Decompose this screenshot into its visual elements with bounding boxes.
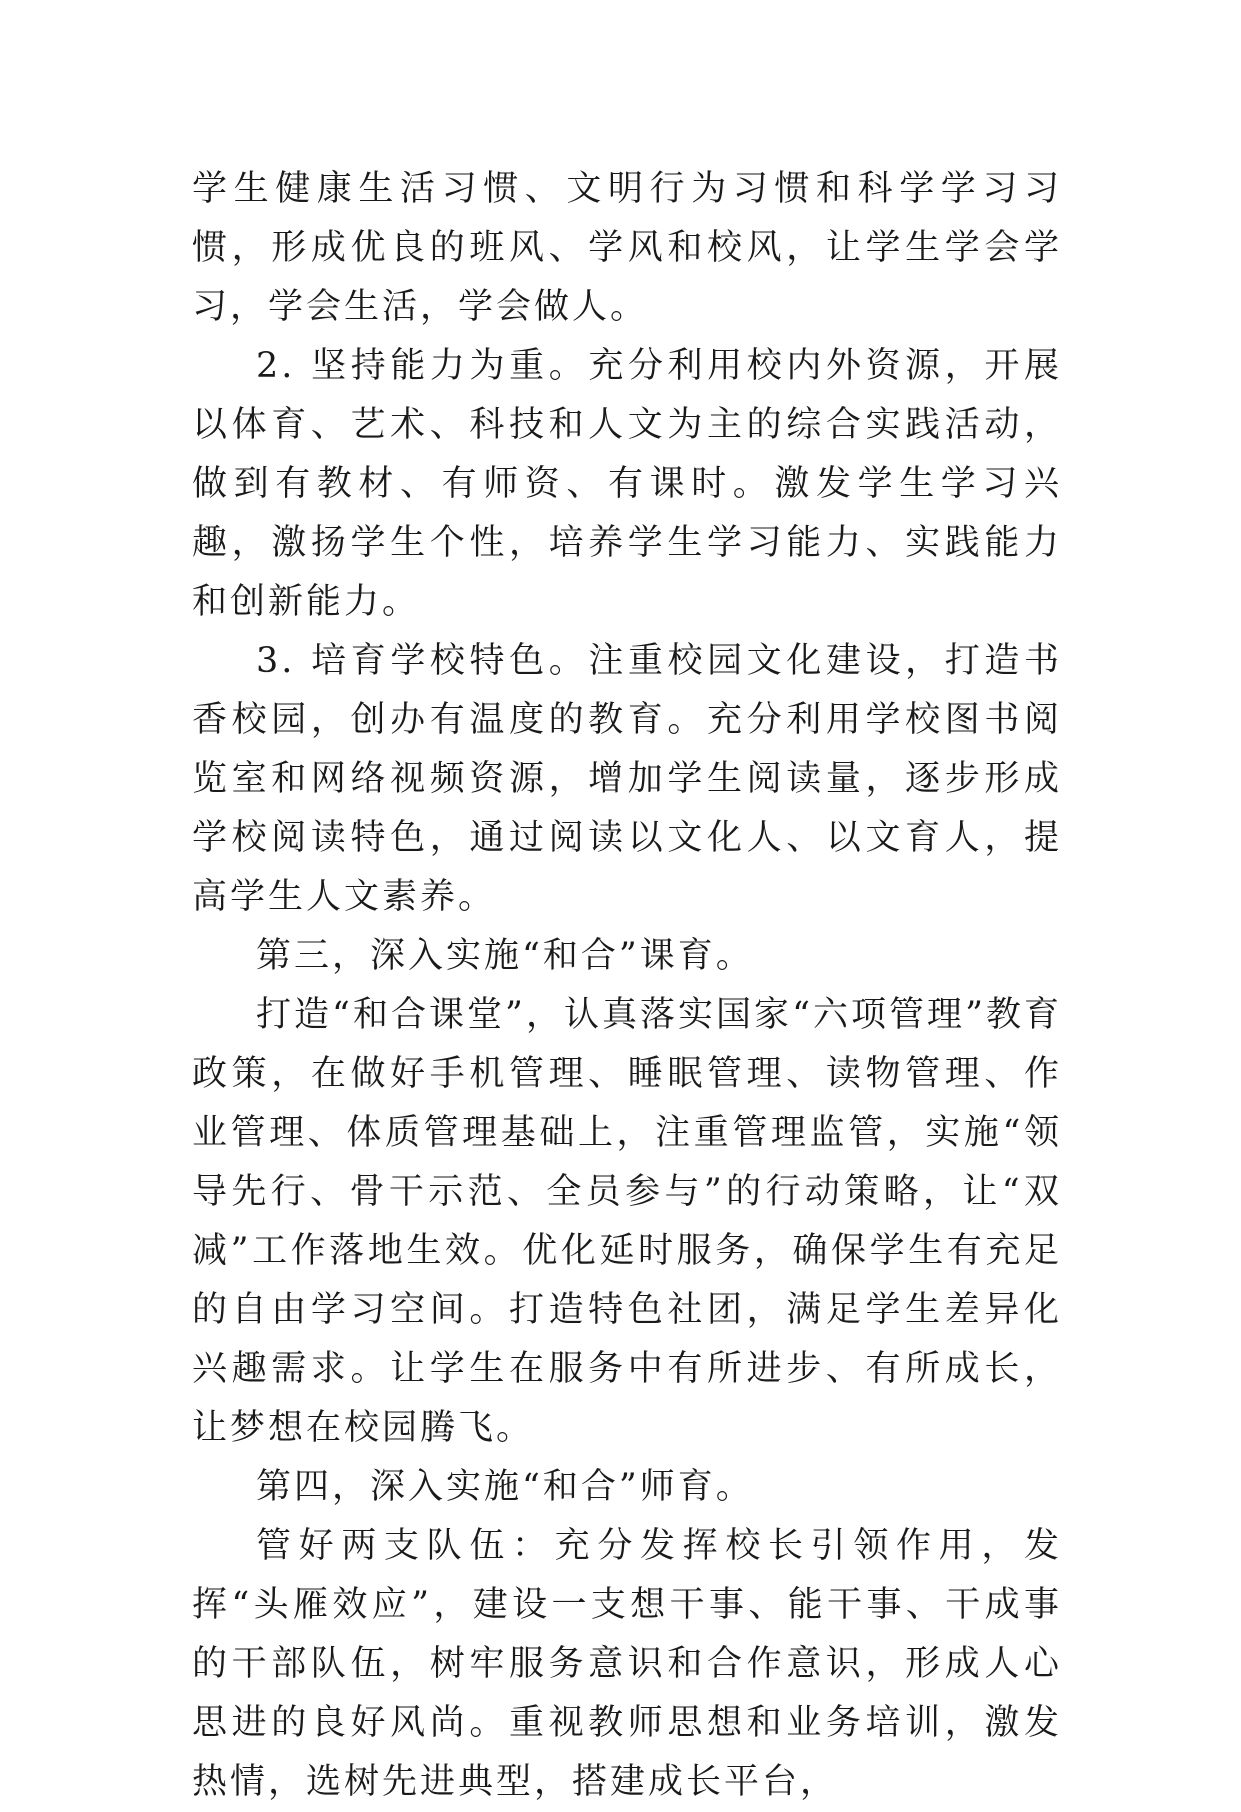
paragraph-continuation: 学生健康生活习惯、文明行为习惯和科学学习习惯，形成优良的班风、学风和校风，让学生学会学习，学会生活，学会做人。 (192, 169, 1062, 327)
paragraph-ability: 2. 坚持能力为重。充分利用校内外资源，开展以体育、艺术、科技和人文为主的综合实践活动，做到有教材、有师资、有课时。激发学生学习兴趣，激扬学生个性，培养学生学习能力、实践能力和创新能力。 (192, 346, 1062, 622)
section-heading-third: 第三，深入实施“和合”课育。 (256, 936, 754, 976)
paragraph-teams: 管好两支队伍：充分发挥校长引领作用，发挥“头雁效应”，建设一支想干事、能干事、干成事的干部队伍，树牢服务意识和合作意识，形成人心思进的良好风尚。重视教师思想和业务培训，激发热情，选树先进典型，搭建成长平台， (192, 1526, 1062, 1802)
document-body (192, 160, 1062, 1812)
paragraph-school-feature: 3. 培育学校特色。注重校园文化建设，打造书香校园，创办有温度的教育。充分利用学校图书阅览室和网络视频资源，增加学生阅读量，逐步形成学校阅读特色，通过阅读以文化人、以文育人，提高学生人文素养。 (192, 641, 1062, 917)
paragraph-classroom: 打造“和合课堂”，认真落实国家“六项管理”教育政策，在做好手机管理、睡眠管理、读物管理、作业管理、体质管理基础上，注重管理监管，实施“领导先行、骨干示范、全员参与”的行动策略，让“双减”工作落地生效。优化延时服务，确保学生有充足的自由学习空间。打造特色社团，满足学生差异化兴趣需求。让学生在服务中有所进步、有所成长，让梦想在校园腾飞。 (192, 995, 1062, 1448)
section-heading-fourth: 第四，深入实施“和合”师育。 (256, 1467, 754, 1507)
